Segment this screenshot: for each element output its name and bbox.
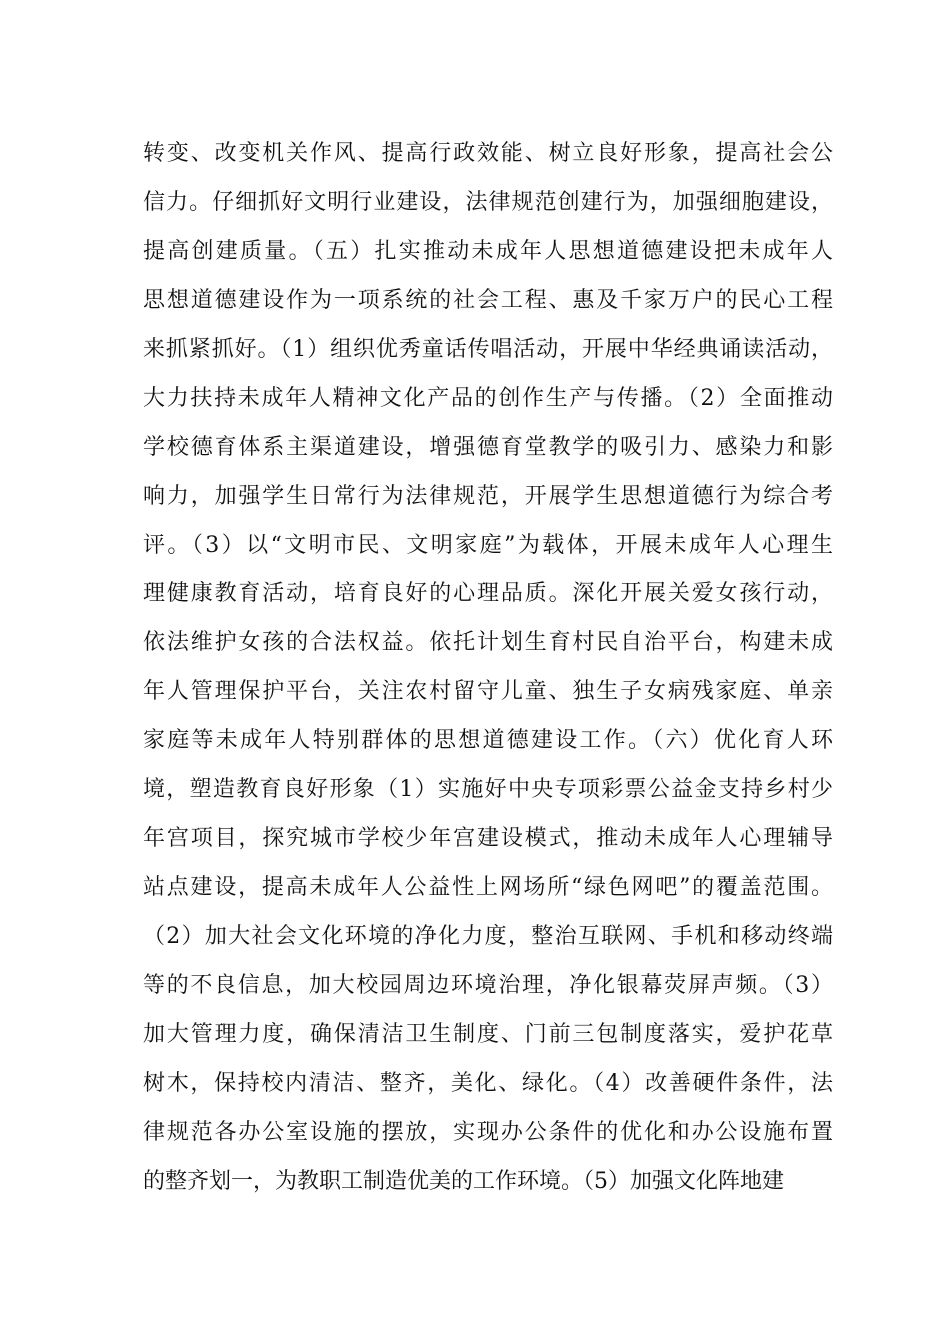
text-line-14: 境，塑造教育良好形象（1）实施好中央专项彩票公益金支持乡村少 [143, 777, 833, 803]
text-line-21: 律规范各办公室设施的摆放，实现办公条件的优化和办公设施布置 [143, 1119, 833, 1145]
text-line-5: 来抓紧抓好。（1）组织优秀童话传唱活动，开展中华经典诵读活动， [143, 336, 833, 362]
text-line-2: 信力。仔细抓好文明行业建设，法律规范创建行为，加强细胞建设， [143, 189, 833, 215]
text-line-4: 思想道德建设作为一项系统的社会工程、惠及千家万户的民心工程 [143, 287, 833, 313]
text-line-7: 学校德育体系主渠道建设，增强德育堂教学的吸引力、感染力和影 [143, 434, 833, 460]
text-line-3: 提高创建质量。（五）扎实推动未成年人思想道德建设把未成年人 [143, 238, 833, 264]
text-line-20: 树木，保持校内清洁、整齐，美化、绿化。（4）改善硬件条件，法 [143, 1070, 833, 1096]
text-line-10: 理健康教育活动，培育良好的心理品质。深化开展关爱女孩行动， [143, 581, 833, 607]
text-line-1: 转变、改变机关作风、提高行政效能、树立良好形象，提高社会公 [143, 141, 833, 166]
text-line-17: （2）加大社会文化环境的净化力度，整治互联网、手机和移动终端 [143, 924, 833, 949]
text-line-22: 的整齐划一，为教职工制造优美的工作环境。（5）加强文化阵地建 [143, 1168, 784, 1194]
text-line-6: 大力扶持未成年人精神文化产品的创作生产与传播。（2）全面推动 [143, 385, 833, 411]
text-line-16: 站点建设，提高未成年人公益性上网场所“绿色网吧”的覆盖范围。 [143, 875, 833, 901]
text-line-18: 等的不良信息，加大校园周边环境治理，净化银幕荧屏声频。（3） [143, 972, 833, 998]
text-line-11: 依法维护女孩的合法权益。依托计划生育村民自治平台，构建未成 [143, 630, 833, 656]
text-line-15: 年宫项目，探究城市学校少年宫建设模式，推动未成年人心理辅导 [143, 826, 833, 852]
text-line-19: 加大管理力度，确保清洁卫生制度、门前三包制度落实，爱护花草 [143, 1021, 833, 1047]
body-text [143, 130, 833, 1207]
text-line-8: 响力，加强学生日常行为法律规范，开展学生思想道德行为综合考 [143, 483, 833, 509]
text-line-13: 家庭等未成年人特别群体的思想道德建设工作。（六）优化育人环 [143, 728, 833, 754]
text-line-12: 年人管理保护平台，关注农村留守儿童、独生子女病残家庭、单亲 [143, 679, 833, 705]
text-line-9: 评。（3）以“文明市民、文明家庭”为载体，开展未成年人心理生 [143, 532, 833, 558]
